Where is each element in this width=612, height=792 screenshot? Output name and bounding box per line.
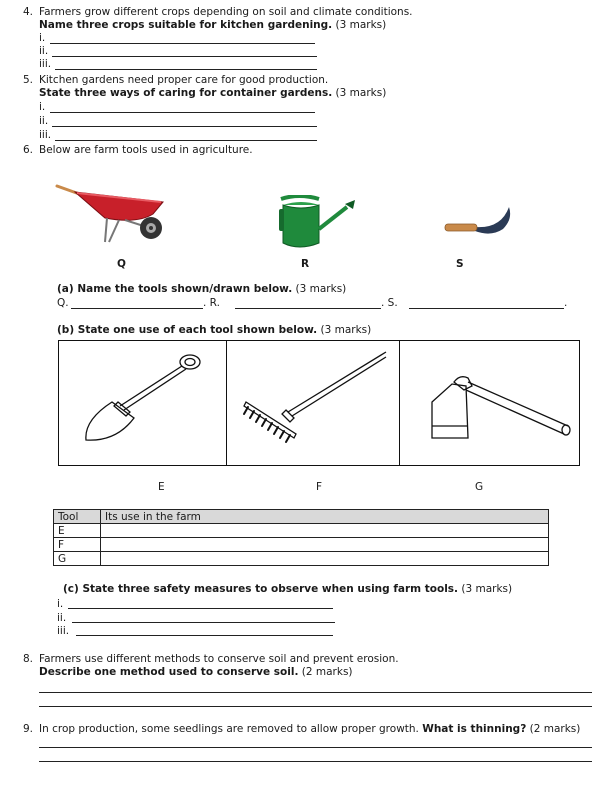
question-instruction bbox=[39, 19, 386, 32]
hoe-icon bbox=[428, 372, 576, 444]
answer-label: iii. bbox=[39, 58, 52, 70]
question-instruction bbox=[39, 87, 386, 100]
part-a-instruction bbox=[57, 283, 346, 296]
question-number: 5. bbox=[23, 74, 34, 86]
instruction-text: Name three crops suitable for kitchen gardening. bbox=[39, 19, 333, 31]
blank-label-s: . S. bbox=[381, 297, 398, 309]
question-text: Farmers grow different crops depending on soil and climate conditions. bbox=[39, 6, 413, 18]
answer-label: ii. bbox=[39, 115, 49, 127]
instruction-text: State three ways of caring for container gardens. bbox=[39, 87, 333, 99]
watering-can-icon bbox=[275, 195, 360, 251]
part-c-instruction bbox=[63, 583, 512, 596]
blank-label-r: . R. bbox=[203, 297, 220, 309]
answer-line[interactable] bbox=[52, 126, 317, 127]
answer-line[interactable] bbox=[55, 69, 317, 70]
instruction-text: (b) State one use of each tool shown below. bbox=[57, 324, 318, 336]
answer-label: ii. bbox=[39, 45, 49, 57]
answer-line-q[interactable] bbox=[71, 308, 203, 309]
tool-cell: G bbox=[54, 552, 101, 566]
use-cell[interactable] bbox=[101, 524, 549, 538]
answer-line[interactable] bbox=[50, 43, 315, 44]
table-header-row bbox=[54, 510, 549, 524]
answer-label: i. bbox=[39, 101, 46, 113]
question-instruction bbox=[39, 666, 353, 679]
marks: (3 marks) bbox=[458, 583, 513, 595]
answer-line[interactable] bbox=[68, 608, 333, 609]
column-header-use: Its use in the farm bbox=[101, 510, 549, 524]
answer-line[interactable] bbox=[76, 635, 333, 636]
question-number: 8. bbox=[23, 653, 34, 665]
answer-label: iii. bbox=[57, 625, 70, 637]
answer-label: i. bbox=[39, 32, 46, 44]
answer-line[interactable] bbox=[55, 140, 317, 141]
tool-cell: E bbox=[54, 524, 101, 538]
question-text bbox=[39, 723, 580, 736]
tool-use-table bbox=[53, 509, 549, 566]
answer-line[interactable] bbox=[39, 761, 592, 762]
marks: (3 marks) bbox=[317, 324, 372, 336]
use-cell[interactable] bbox=[101, 552, 549, 566]
answer-line[interactable] bbox=[50, 112, 315, 113]
sickle-icon bbox=[443, 205, 515, 237]
marks: (3 marks) bbox=[292, 283, 347, 295]
question-number: 9. bbox=[23, 723, 34, 735]
instruction-text: (a) Name the tools shown/drawn below. bbox=[57, 283, 293, 295]
answer-line[interactable] bbox=[39, 706, 592, 707]
table-row bbox=[54, 538, 549, 552]
answer-line[interactable] bbox=[39, 692, 592, 693]
answer-line[interactable] bbox=[72, 622, 335, 623]
marks: (3 marks) bbox=[332, 87, 387, 99]
rake-icon bbox=[240, 350, 390, 450]
use-cell[interactable] bbox=[101, 538, 549, 552]
blank-label-q: Q. bbox=[57, 297, 69, 309]
question-number: 4. bbox=[23, 6, 34, 18]
drawing-label-f: F bbox=[316, 481, 323, 493]
table-row bbox=[54, 524, 549, 538]
part-b-instruction bbox=[57, 324, 371, 337]
answer-label: iii. bbox=[39, 129, 52, 141]
instruction-text: What is thinning? bbox=[422, 723, 527, 735]
answer-line[interactable] bbox=[39, 747, 592, 748]
answer-line-s[interactable] bbox=[409, 308, 564, 309]
marks: (3 marks) bbox=[332, 19, 387, 31]
marks: (2 marks) bbox=[526, 723, 581, 735]
table-row bbox=[54, 552, 549, 566]
tool-cell: F bbox=[54, 538, 101, 552]
answer-label: ii. bbox=[57, 612, 67, 624]
drawing-label-e: E bbox=[158, 481, 165, 493]
instruction-text: Describe one method used to conserve soil. bbox=[39, 666, 299, 678]
instruction-text: (c) State three safety measures to observe when using farm tools. bbox=[63, 583, 459, 595]
question-body: In crop production, some seedlings are removed to allow proper growth. bbox=[39, 723, 419, 735]
answer-line-r[interactable] bbox=[235, 308, 381, 309]
wheelbarrow-icon bbox=[55, 180, 170, 246]
blank-end: . bbox=[564, 297, 568, 309]
answer-line[interactable] bbox=[52, 56, 317, 57]
question-number: 6. bbox=[23, 144, 34, 156]
drawing-label-g: G bbox=[475, 481, 484, 493]
image-label-s: S bbox=[456, 258, 464, 270]
question-text: Kitchen gardens need proper care for good production. bbox=[39, 74, 329, 86]
column-header-tool: Tool bbox=[54, 510, 101, 524]
answer-label: i. bbox=[57, 598, 64, 610]
divider bbox=[399, 340, 400, 466]
image-label-q: Q bbox=[117, 258, 126, 270]
shovel-icon bbox=[76, 350, 216, 450]
question-text: Below are farm tools used in agriculture. bbox=[39, 144, 253, 156]
question-text: Farmers use different methods to conserve soil and prevent erosion. bbox=[39, 653, 399, 665]
image-label-r: R bbox=[301, 258, 310, 270]
marks: (2 marks) bbox=[298, 666, 353, 678]
divider bbox=[226, 340, 227, 466]
